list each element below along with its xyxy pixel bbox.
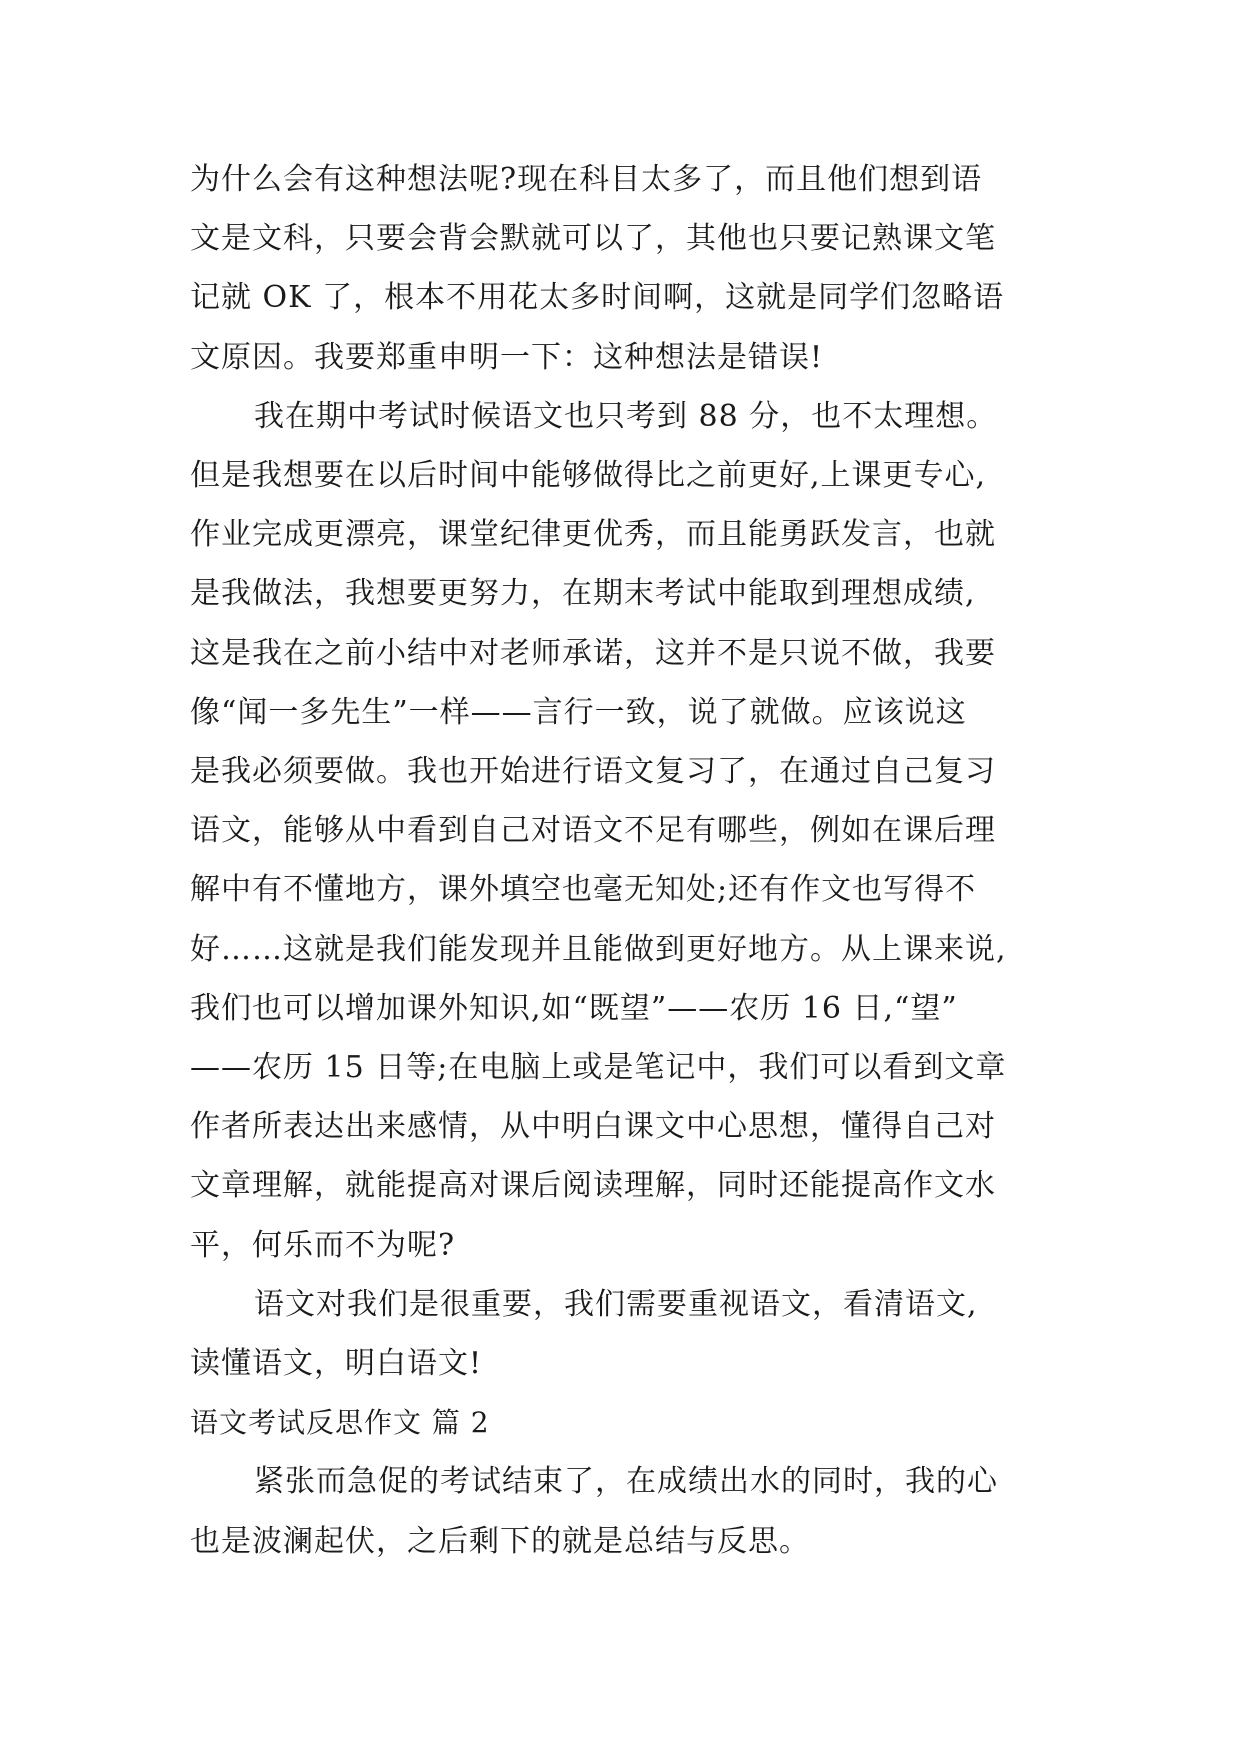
section-heading: 语文考试反思作文 篇 2 [190,1406,490,1440]
paragraph-1: 为什么会有这种想法呢?现在科目太多了，而且他们想到语 文是文科，只要会背会默就可以了，其他也只要记熟课文笔 记就 OK 了，根本不用花太多时间啊，这就是同学们忽略语 文原因。我要郑重申明一下：这种想法是错误! [190,162,1005,375]
document-page [190,150,1070,1571]
paragraph-2: 我在期中考试时候语文也只考到 88 分，也不太理想。 但是我想要在以后时间中能够做得比之前更好,上课更专心, 作业完成更漂亮，课堂纪律更优秀，而且能勇跃发言，也就 是我做法，我想要更努力，在期末考试中能取到理想成绩, 这是我在之前小结中对老师承诺，这并不是只说不做，我要 像“闻一多先生”一样——言行一致，说了就做。应该说这 是我必须要做。我也开始进行语文复习了，在通过自己复习 语文，能够从中看到自己对语文不足有哪些，例如在课后理 解中有不懂地方，课外填空也毫无知处;还有作文也写得不 好……这就是我们能发现并且能做到更好地方。从上课来说, 我们也可以增加课外知识,如“既望”——农历 16 日,“望” ——农历 15 日等;在电脑上或是笔记中，我们可以看到文章 作者所表达出来感情，从中明白课文中心思想，懂得自己对 文章理解，就能提高对课后阅读理解，同时还能提高作文水 平，何乐而不为呢? [190,398,1007,1263]
paragraph-4: 紧张而急促的考试结束了，在成绩出水的同时，我的心 也是波澜起伏，之后剩下的就是总结与反思。 [190,1464,998,1559]
paragraph-3: 语文对我们是很重要，我们需要重视语文，看清语文, 读懂语文，明白语文! [190,1286,978,1382]
